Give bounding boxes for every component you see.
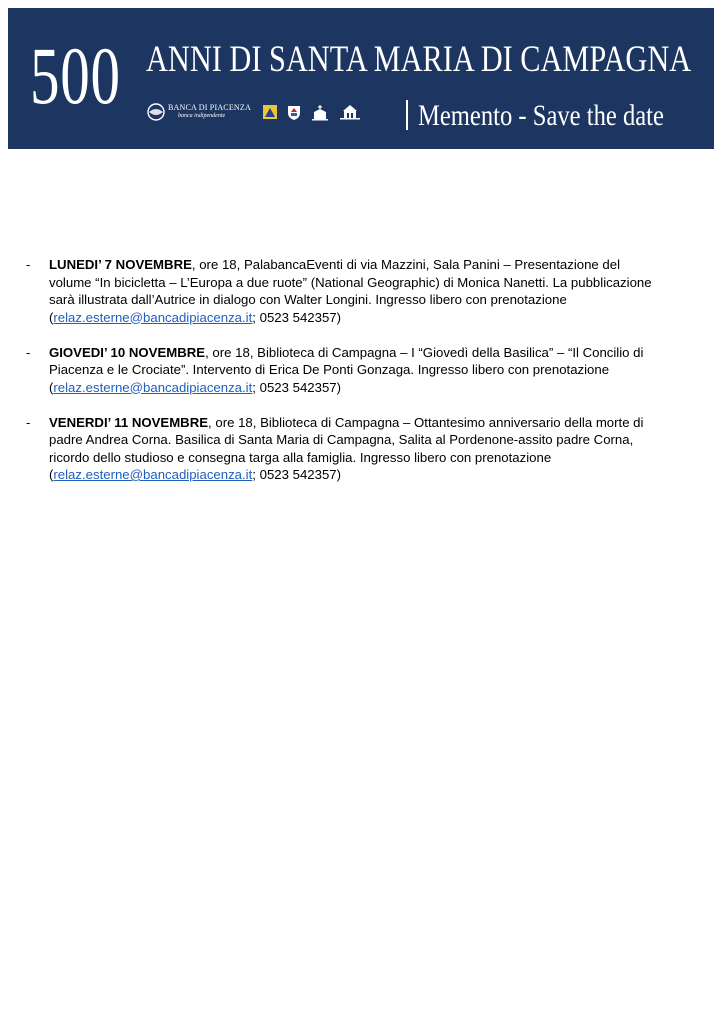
banner-title: ANNI DI SANTA MARIA DI CAMPAGNA bbox=[146, 39, 692, 80]
event-item bbox=[26, 414, 656, 484]
event-contact-phone: ; 0523 542357) bbox=[252, 309, 342, 325]
event-date: GIOVEDI’ 10 NOVEMBRE bbox=[49, 344, 206, 360]
event-contact-phone: ; 0523 542357) bbox=[252, 379, 342, 395]
list-bullet: - bbox=[26, 344, 31, 360]
sponsor-crest-icon bbox=[261, 103, 279, 121]
banner-separator bbox=[406, 100, 408, 130]
email-link[interactable]: relaz.esterne@bancadipiacenza.it bbox=[53, 467, 253, 482]
event-list bbox=[26, 256, 656, 501]
banner-number: 500 bbox=[30, 30, 121, 121]
event-description: , ore 18, Biblioteca di Campagna – Ottantesimo anniversario della morte di padre Andrea Corna. Basilica di Santa Maria di Campagna, Salita al Pordenone-assito padre Corna, ricordo dello studioso e consegna targa alla famiglia. Ingresso libero con prenotazione ( bbox=[49, 414, 644, 482]
bank-emblem-icon bbox=[146, 102, 166, 122]
list-bullet: - bbox=[26, 257, 31, 272]
sponsor-shield-icon bbox=[285, 103, 303, 121]
event-contact-phone: ; 0523 542357) bbox=[252, 467, 342, 482]
event-item bbox=[26, 344, 656, 397]
event-item bbox=[26, 256, 656, 326]
event-date: VENERDI’ 11 NOVEMBRE bbox=[49, 414, 209, 430]
sponsor-basilica-icon bbox=[337, 103, 363, 121]
list-bullet: - bbox=[26, 414, 31, 430]
sponsor-logos bbox=[146, 97, 369, 127]
email-link[interactable]: relaz.esterne@bancadipiacenza.it bbox=[53, 379, 253, 395]
event-description: , ore 18, Biblioteca di Campagna – I “Giovedì della Basilica” – “Il Concilio di Piacenza e le Crociate”. Intervento di Erica De Ponti Gonzaga. Ingresso libero con prenotazione ( bbox=[49, 344, 644, 395]
event-date: LUNEDI’ 7 NOVEMBRE bbox=[49, 257, 192, 272]
bank-logo-tagline: banca indipendente bbox=[178, 113, 226, 119]
event-description: , ore 18, PalabancaEventi di via Mazzini, Sala Panini – Presentazione del volume “In bicicletta – L’Europa a due ruote” (National Geographic) di Monica Nanetti. La pubblicazione sarà illustrata dall’Autrice in dialogo con Walter Longini. Ingresso libero con prenotazione ( bbox=[49, 257, 652, 325]
bank-logo-name: BANCA DI PIACENZA bbox=[168, 103, 251, 112]
sponsor-church-icon bbox=[309, 103, 331, 121]
email-link[interactable]: relaz.esterne@bancadipiacenza.it bbox=[53, 309, 253, 325]
header-banner bbox=[8, 8, 714, 149]
bank-logo bbox=[146, 102, 251, 122]
banner-subtitle: Memento - Save the date bbox=[418, 99, 664, 132]
